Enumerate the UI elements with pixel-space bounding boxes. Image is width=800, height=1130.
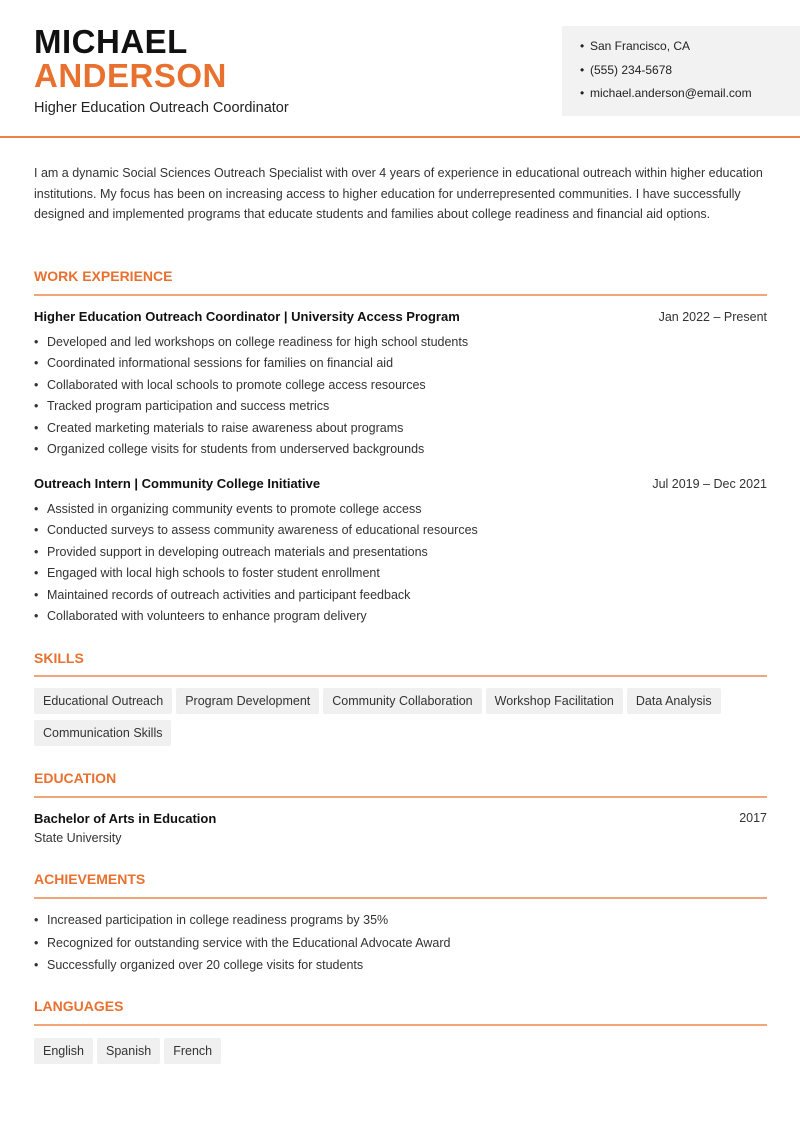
skill-tag: Educational Outreach	[34, 688, 172, 714]
first-name: MICHAEL	[34, 23, 188, 60]
section-title-education: EDUCATION	[34, 770, 117, 786]
list-item: • Tracked program participation and success metrics	[34, 399, 330, 414]
bullet-icon: •	[580, 62, 585, 77]
language-tag: French	[164, 1038, 221, 1064]
skill-tag: Data Analysis	[627, 688, 721, 714]
skill-tag: Communication Skills	[34, 720, 171, 746]
job-role: Outreach Intern | Community College Initiative	[34, 476, 321, 491]
skills-tags	[34, 688, 774, 752]
list-item: • Successfully organized over 20 college visits for students	[34, 958, 364, 972]
list-item: • Recognized for outstanding service with the Educational Advocate Award	[34, 935, 451, 950]
list-item: • Organized college visits for students from underserved backgrounds	[34, 441, 425, 456]
section-divider	[34, 897, 767, 899]
section-title-languages: LANGUAGES	[34, 998, 124, 1014]
job-bullets	[34, 499, 478, 627]
contact-box	[562, 26, 800, 116]
bullet-icon: •	[580, 86, 585, 100]
contact-phone: • (555) 234-5678	[580, 59, 800, 83]
list-item: • Collaborated with local schools to promote college access resources	[34, 377, 426, 392]
last-name: ANDERSON	[34, 57, 227, 94]
section-title-achievements: ACHIEVEMENTS	[34, 871, 146, 887]
section-divider	[34, 796, 767, 798]
job-header	[34, 308, 767, 326]
list-item: • Increased participation in college readiness programs by 35%	[34, 913, 389, 927]
section-divider	[34, 675, 767, 677]
education-school: State University	[34, 831, 122, 845]
education-degree: Bachelor of Arts in Education	[34, 811, 217, 826]
resume-header	[0, 0, 800, 138]
language-tags	[34, 1038, 774, 1070]
skill-tag: Program Development	[176, 688, 319, 714]
job-dates: Jan 2022 – Present	[658, 310, 767, 324]
list-item: • Coordinated informational sessions for families on financial aid	[34, 356, 394, 371]
skill-tag: Community Collaboration	[323, 688, 481, 714]
job-bullets	[34, 332, 468, 460]
list-item: • Created marketing materials to raise awareness about programs	[34, 420, 404, 435]
job-title: Higher Education Outreach Coordinator	[34, 100, 289, 116]
section-divider	[34, 1024, 767, 1026]
achievement-bullets	[34, 909, 451, 977]
language-tag: Spanish	[97, 1038, 160, 1064]
section-title-work: WORK EXPERIENCE	[34, 268, 173, 284]
contact-location: • San Francisco, CA	[580, 35, 800, 59]
list-item: • Conducted surveys to assess community awareness of educational resources	[34, 523, 478, 538]
section-title-skills: SKILLS	[34, 650, 84, 666]
list-item: • Maintained records of outreach activities and participant feedback	[34, 587, 411, 602]
list-item: • Engaged with local high schools to foster student enrollment	[34, 566, 380, 581]
summary-paragraph: I am a dynamic Social Sciences Outreach Specialist with over 4 years of experience in educational outreach within higher education institutions. My focus has been on increasing access to higher education for underrepresented communities. I have successfully designed and implemented programs that educate students and families about college readiness and financial aid options.	[34, 166, 763, 222]
job-role: Higher Education Outreach Coordinator | University Access Program	[34, 309, 460, 324]
list-item: • Developed and led workshops on college readiness for high school students	[34, 335, 469, 349]
job-dates: Jul 2019 – Dec 2021	[652, 477, 767, 491]
list-item: • Assisted in organizing community events to promote college access	[34, 502, 422, 516]
section-divider	[34, 294, 767, 296]
job-header	[34, 475, 767, 493]
language-tag: English	[34, 1038, 93, 1064]
bullet-icon: •	[580, 39, 585, 53]
list-item: • Provided support in developing outreach materials and presentations	[34, 544, 428, 559]
skill-tag: Workshop Facilitation	[486, 688, 623, 714]
list-item: • Collaborated with volunteers to enhance program delivery	[34, 608, 367, 623]
contact-email: • michael.anderson@email.com	[580, 82, 800, 106]
education-year: 2017	[739, 811, 767, 825]
